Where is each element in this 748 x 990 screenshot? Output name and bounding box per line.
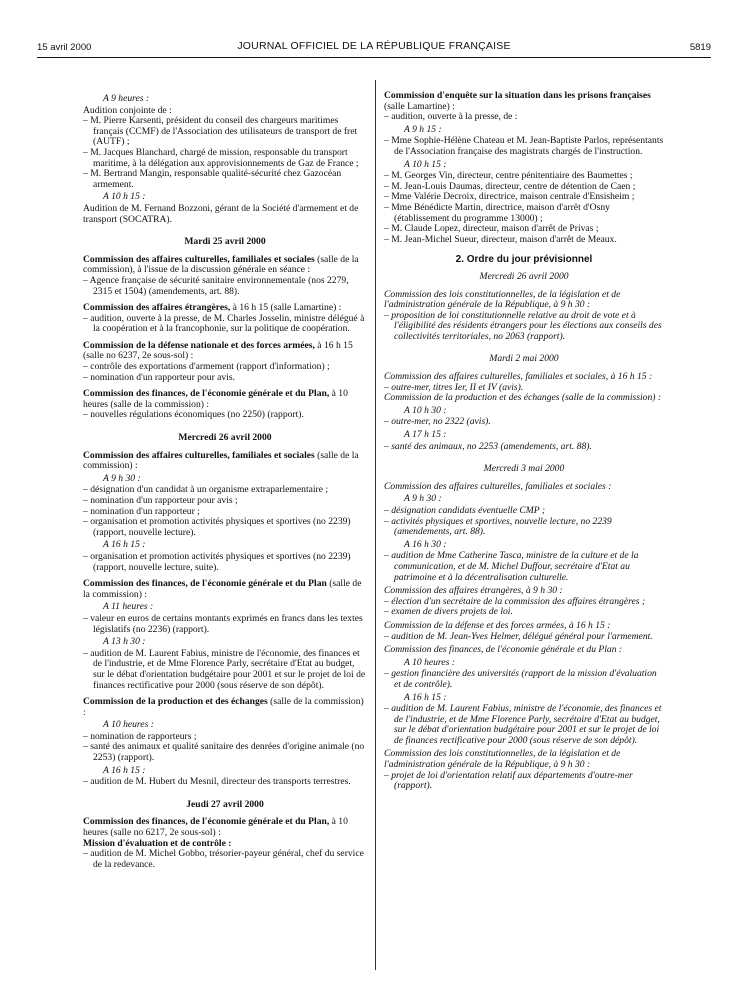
list-item: – outre-mer, no 2322 (avis). xyxy=(384,417,664,428)
item-list xyxy=(384,551,664,583)
list-item: – outre-mer, titres Ier, II et IV (avis). xyxy=(384,383,664,394)
list-item: – audition de M. Michel Gobbo, trésorier-payeur général, chef du service de la redevance. xyxy=(83,849,367,870)
commission-name: Commission des finances, de l'économie générale et du Plan, xyxy=(83,816,330,828)
commission-entry: Commission des affaires culturelles, familiales et sociales : xyxy=(384,480,612,492)
commission-entry xyxy=(83,389,367,410)
list-item: – audition, ouverte à la presse, de : xyxy=(384,112,664,123)
commission-entry: Commission des lois constitutionnelles, de la législation et de l'administration générale de la République, à 9 h 30 : xyxy=(384,288,621,311)
time-label: A 9 h 30 : xyxy=(404,493,442,505)
time-label: A 11 heures : xyxy=(103,601,154,613)
commission-detail: (salle de la commission) : xyxy=(83,578,362,600)
list-item: – gestion financière des universités (rapport de la mission d'évaluation et de contrôle). xyxy=(384,669,664,690)
header-title: JOURNAL OFFICIEL DE LA RÉPUBLIQUE FRANÇAISE xyxy=(237,40,511,52)
list-item: – nomination de rapporteurs ; xyxy=(83,732,367,743)
list-item: – élection d'un secrétaire de la commission des affaires étrangères ; xyxy=(384,597,664,608)
list-item: – M. Jean-Louis Daumas, directeur, centre de détention de Caen ; xyxy=(384,182,664,193)
time-label: A 9 h 15 : xyxy=(404,123,442,135)
list-item: – santé des animaux, no 2253 (amendements, art. 88). xyxy=(384,442,664,453)
time-label: A 16 h 15 : xyxy=(103,764,146,776)
item-list xyxy=(83,276,367,297)
commission-entry xyxy=(83,579,367,600)
time-label: A 13 h 30 : xyxy=(103,636,146,648)
list-item: – audition, ouverte à la presse, de M. Charles Josselin, ministre délégué à la coopération et à la francophonie, sur la politique de coopération. xyxy=(83,314,367,335)
commission-entry: Commission de la production et des échanges (salle de la commission) : xyxy=(384,392,662,404)
header-page-number: 5819 xyxy=(689,42,711,53)
item-list xyxy=(83,314,367,335)
item-list xyxy=(384,506,664,538)
list-item: – Mme Valérie Decroix, directrice, maison centrale d'Ensisheim ; xyxy=(384,192,664,203)
item-list xyxy=(384,771,664,792)
left-column xyxy=(83,92,367,870)
list-item: – nomination d'un rapporteur pour avis ; xyxy=(83,496,367,507)
list-item: – santé des animaux et qualité sanitaire des denrées d'origine animale (no 2253) (rapport). xyxy=(83,742,367,763)
time-label: A 16 h 30 : xyxy=(404,538,447,550)
paragraph: Audition de M. Fernand Bozzoni, gérant de la Société d'armement et de transport (SOCATRA). xyxy=(83,202,359,225)
item-list xyxy=(384,112,664,123)
item-list xyxy=(384,311,664,343)
list-item: – nomination d'un rapporteur ; xyxy=(83,507,367,518)
commission-entry xyxy=(83,341,367,362)
item-list xyxy=(83,649,367,691)
time-label: A 10 h 15 : xyxy=(103,191,146,203)
date-heading: Mercredi 26 avril 2000 xyxy=(178,432,272,444)
date-heading: Mercredi 3 mai 2000 xyxy=(483,463,565,475)
item-list xyxy=(83,614,367,635)
item-list xyxy=(384,597,664,618)
header-rule xyxy=(37,57,711,58)
list-item: – M. Claude Lopez, directeur, maison d'arrêt de Privas ; xyxy=(384,224,664,235)
item-list xyxy=(83,410,367,421)
list-item: – organisation et promotion activités physiques et sportives (no 2239) (rapport, nouvelle lecture). xyxy=(83,517,367,538)
commission-entry: Commission des affaires étrangères, à 9 h 30 : xyxy=(384,585,563,597)
item-list xyxy=(83,362,367,383)
page-header xyxy=(37,40,711,56)
commission-entry xyxy=(83,817,367,838)
list-item: – Mme Bénédicte Martin, directrice, maison d'arrêt d'Osny (établissement du programme 13000) ; xyxy=(384,203,664,224)
commission-entry xyxy=(83,697,367,718)
list-item: – valeur en euros de certains montants exprimés en francs dans les textes législatifs (no 2236) (rapport). xyxy=(83,614,367,635)
commission-name: Commission des finances, de l'économie générale et du Plan, xyxy=(83,388,330,400)
item-list xyxy=(384,669,664,690)
commission-name: Commission de la production et des échanges xyxy=(83,696,268,708)
item-list xyxy=(384,442,664,453)
commission-name: Commission de la défense nationale et des forces armées, xyxy=(83,339,315,351)
item-list xyxy=(384,417,664,428)
list-item: – Mme Sophie-Hélène Chateau et M. Jean-Baptiste Parlos, représentants de l'Association française des magistrats chargés de l'instruction. xyxy=(384,136,664,157)
list-item: – audition de M. Laurent Fabius, ministre de l'économie, des finances et de l'industrie, et de Mme Florence Parly, secrétaire d'Etat au budget, sur le débat d'orientation budgétaire pour 2001 et sur le projet de loi de finances rectificative pour 2000 (sous réserve de son dépôt). xyxy=(384,704,664,746)
commission-entry: Commission des lois constitutionnelles, de la législation et de l'administration générale de la République, à 9 h 30 : xyxy=(384,748,621,771)
list-item: – M. Georges Vin, directeur, centre pénitentiaire des Baumettes ; xyxy=(384,171,664,182)
commission-name: Commission des affaires culturelles, familiales et sociales xyxy=(83,253,315,265)
item-list xyxy=(83,777,367,788)
list-item: – M. Jean-Michel Sueur, directeur, maison d'arrêt de Meaux. xyxy=(384,235,664,246)
list-item: – audition de M. Hubert du Mesnil, directeur des transports terrestres. xyxy=(83,777,367,788)
list-item: – nouvelles régulations économiques (no 2250) (rapport). xyxy=(83,410,367,421)
date-heading: Mardi 2 mai 2000 xyxy=(489,353,559,365)
list-item: – M. Jacques Blanchard, chargé de mission, responsable du transport maritime, à la délégation aux approvisionnements de Gaz de France ; xyxy=(83,148,367,169)
list-item: – audition de Mme Catherine Tasca, ministre de la culture et de la communication, et de M. Michel Duffour, secrétaire d'Etat au patrimoine et à la décentralisation culturelle. xyxy=(384,551,664,583)
time-label: A 9 h 30 : xyxy=(103,472,141,484)
date-heading: Mardi 25 avril 2000 xyxy=(184,236,266,248)
commission-entry xyxy=(83,451,367,472)
item-list xyxy=(83,732,367,764)
list-item: – activités physiques et sportives, nouvelle lecture, no 2239 (amendements, art. 88). xyxy=(384,517,664,538)
commission-name: Commission des affaires étrangères, xyxy=(83,302,231,314)
item-list xyxy=(384,171,664,245)
mission-heading: Mission d'évaluation et de contrôle : xyxy=(83,837,232,849)
list-item: – M. Pierre Karsenti, président du conseil des chargeurs maritimes français (CCMF) de l'Association des utilisateurs de transport de fret (AUTF) ; xyxy=(83,116,367,148)
commission-entry: Commission des affaires culturelles, familiales et sociales, à 16 h 15 : xyxy=(384,371,653,383)
item-list xyxy=(83,849,367,870)
item-list xyxy=(384,632,664,643)
time-label: A 9 heures : xyxy=(103,93,150,104)
item-list xyxy=(384,136,664,157)
commission-detail: (salle de la commission), à l'issue de la discussion générale en séance : xyxy=(83,253,359,276)
date-heading: Mercredi 26 avril 2000 xyxy=(479,270,569,282)
time-label: A 16 h 15 : xyxy=(404,691,447,703)
list-item: – audition de M. Laurent Fabius, ministre de l'économie, des finances et de l'industrie, et de Mme Florence Parly, secrétaire d'Etat au budget, sur le débat d'orientation budgétaire pour 2001 et sur le projet de loi de finances rectificative pour 2000 (sous réserve de son dépôt). xyxy=(83,649,367,691)
commission-detail: (salle Lamartine) : xyxy=(384,100,455,112)
commission-detail: (salle de la commission) : xyxy=(83,449,359,472)
commission-entry xyxy=(384,91,664,112)
commission-detail: (salle de la commission) : xyxy=(83,696,364,718)
commission-entry: Commission des finances, de l'économie générale et du Plan : xyxy=(384,644,623,656)
date-heading: Jeudi 27 avril 2000 xyxy=(186,798,264,810)
list-item: – audition de M. Jean-Yves Helmer, délégué général pour l'armement. xyxy=(384,632,664,643)
time-label: A 17 h 15 : xyxy=(404,429,447,441)
time-label: A 10 heures : xyxy=(103,719,154,731)
right-column xyxy=(384,91,664,792)
list-item: – proposition de loi constitutionnelle relative au droit de vote et à l'éligibilité des résidents étrangers pour les élections aux conseils des collectivités territoriales, no 2063 (rapport). xyxy=(384,311,664,343)
commission-name: Commission des affaires culturelles, familiales et sociales xyxy=(83,449,315,461)
commission-detail: à 10 heures (salle no 6217, 2e sous-sol) : xyxy=(83,816,348,839)
list-item: – désignation candidats éventuelle CMP ; xyxy=(384,506,664,517)
item-list xyxy=(384,704,664,746)
item-list xyxy=(83,552,367,573)
list-item: – désignation d'un candidat à un organisme extraparlementaire ; xyxy=(83,485,367,496)
commission-name: Commission des finances, de l'économie générale et du Plan xyxy=(83,578,327,590)
list-item: – organisation et promotion activités physiques et sportives (no 2239) (rapport, nouvelle lecture, suite). xyxy=(83,552,367,573)
list-item: – M. Bertrand Mangin, responsable qualité-sécurité chez Gazocéan armement. xyxy=(83,169,367,190)
time-label: A 10 heures : xyxy=(404,656,455,668)
commission-name: Commission d'enquête sur la situation dans les prisons françaises xyxy=(384,90,651,101)
paragraph: Audition conjointe de : xyxy=(83,104,172,116)
list-item: – examen de divers projets de loi. xyxy=(384,607,664,618)
commission-detail: à 16 h 15 (salle no 6237, 2e sous-sol) : xyxy=(83,339,353,362)
item-list xyxy=(83,116,367,190)
time-label: A 10 h 30 : xyxy=(404,404,447,416)
item-list xyxy=(83,485,367,538)
list-item: – nomination d'un rapporteur pour avis. xyxy=(83,373,367,384)
commission-detail: à 10 heures (salle de la commission) : xyxy=(83,388,348,410)
commission-entry: Commission de la défense et des forces armées, à 16 h 15 : xyxy=(384,619,611,631)
header-date: 15 avril 2000 xyxy=(37,42,92,53)
commission-detail: à 16 h 15 (salle Lamartine) : xyxy=(230,302,342,314)
commission-entry xyxy=(83,255,367,276)
column-separator xyxy=(375,80,376,970)
time-label: A 16 h 15 : xyxy=(103,539,146,551)
time-label: A 10 h 15 : xyxy=(404,158,447,170)
section-heading: 2. Ordre du jour prévisionnel xyxy=(455,254,593,266)
list-item: – contrôle des exportations d'armement (rapport d'information) ; xyxy=(83,362,367,373)
list-item: – projet de loi d'orientation relatif aux départements d'outre-mer (rapport). xyxy=(384,771,664,792)
list-item: – Agence française de sécurité sanitaire environnementale (nos 2279, 2315 et 1504) (amendements, art. 88). xyxy=(83,276,367,297)
